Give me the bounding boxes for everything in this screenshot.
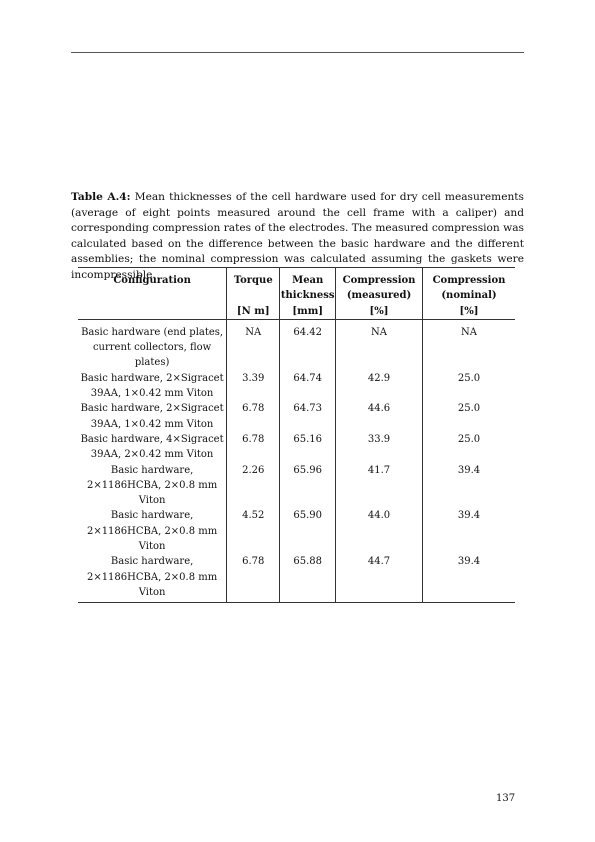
cell-torque: 6.78 bbox=[227, 554, 280, 602]
cell-torque: 6.78 bbox=[227, 432, 280, 463]
cell-torque: 4.52 bbox=[227, 508, 280, 554]
cell-compression-nominal: 25.0 bbox=[457, 403, 481, 415]
cell-compression-measured: 44.6 bbox=[336, 401, 423, 432]
cell-torque: 3.39 bbox=[227, 371, 280, 402]
cell-torque: 6.78 bbox=[227, 401, 280, 432]
cell-compression-measured: 44.0 bbox=[336, 508, 423, 554]
cell-compression-nominal: 39.4 bbox=[422, 554, 515, 602]
cell-compression-measured: 33.9 bbox=[336, 432, 423, 463]
unit-mean-thickness: [mm] bbox=[280, 304, 336, 320]
header-rule bbox=[71, 52, 524, 53]
cell-configuration: Basic hardware, 4×Sigracet 39AA, 2×0.42 mm Viton bbox=[78, 432, 227, 463]
header-row bbox=[78, 268, 515, 304]
cell-configuration: Basic hardware (end plates, current collectors, flow plates) bbox=[78, 319, 227, 370]
caption-text: Mean thicknesses of the cell hardware used for dry cell measurements (average of eight points measured around the cell frame with a caliper) and corresponding compression rates of the electrodes. The measured compression was calculated based on the difference between the basic hardware and the different assemblies; the nominal compression was calculated assuming the gaskets were incompressible. bbox=[71, 191, 524, 281]
cell-thickness: 65.16 bbox=[280, 432, 336, 463]
table-row bbox=[78, 508, 515, 554]
cell-configuration: Basic hardware, 2×1186HCBA, 2×0.8 mm Viton bbox=[78, 554, 227, 602]
cell-thickness: 65.88 bbox=[280, 554, 336, 602]
cell-compression-nominal: 25.0 bbox=[457, 433, 481, 445]
table-row bbox=[78, 371, 515, 402]
page-number: 137 bbox=[496, 793, 516, 804]
unit-configuration bbox=[78, 304, 227, 320]
unit-compression-nominal: [%] bbox=[422, 304, 515, 320]
unit-compression-measured: [%] bbox=[336, 304, 423, 320]
header-mean-thickness: Mean thickness bbox=[280, 268, 336, 304]
header-compression-measured: Compression (measured) bbox=[336, 268, 423, 304]
unit-torque: [N m] bbox=[227, 304, 280, 320]
cell-configuration: Basic hardware, 2×Sigracet 39AA, 1×0.42 mm Viton bbox=[78, 401, 227, 432]
cell-torque: NA bbox=[227, 319, 280, 370]
cell-compression-measured: 41.7 bbox=[336, 463, 423, 509]
cell-thickness: 65.90 bbox=[280, 508, 336, 554]
cell-thickness: 64.42 bbox=[280, 319, 336, 370]
header-torque: Torque bbox=[227, 268, 280, 304]
cell-compression-measured: NA bbox=[336, 319, 423, 370]
cell-configuration: Basic hardware, 2×1186HCBA, 2×0.8 mm Viton bbox=[78, 463, 227, 509]
cell-thickness: 65.96 bbox=[280, 463, 336, 509]
cell-configuration: Basic hardware, 2×1186HCBA, 2×0.8 mm Viton bbox=[78, 508, 227, 554]
cell-compression-nominal: 39.4 bbox=[457, 510, 481, 522]
table-row bbox=[78, 554, 515, 602]
table-row bbox=[78, 319, 515, 370]
cell-thickness: 64.73 bbox=[280, 401, 336, 432]
cell-compression-nominal: 25.0 bbox=[457, 372, 481, 384]
header-configuration: Configuration bbox=[78, 268, 227, 304]
cell-configuration: Basic hardware, 2×Sigracet 39AA, 1×0.42 mm Viton bbox=[78, 371, 227, 402]
table-row bbox=[78, 463, 515, 509]
cell-compression-nominal: 39.4 bbox=[457, 464, 481, 476]
cell-compression-measured: 44.7 bbox=[336, 554, 423, 602]
thickness-table bbox=[78, 267, 515, 603]
cell-compression-measured: 42.9 bbox=[336, 371, 423, 402]
header-compression-nominal: Compression (nominal) bbox=[422, 268, 515, 304]
table-row bbox=[78, 432, 515, 463]
unit-row bbox=[78, 304, 515, 320]
data-table-wrapper bbox=[78, 267, 515, 603]
cell-thickness: 64.74 bbox=[280, 371, 336, 402]
table-row bbox=[78, 401, 515, 432]
cell-compression-nominal: NA bbox=[460, 326, 477, 338]
caption-label: Table A.4: bbox=[71, 191, 131, 203]
cell-torque: 2.26 bbox=[227, 463, 280, 509]
